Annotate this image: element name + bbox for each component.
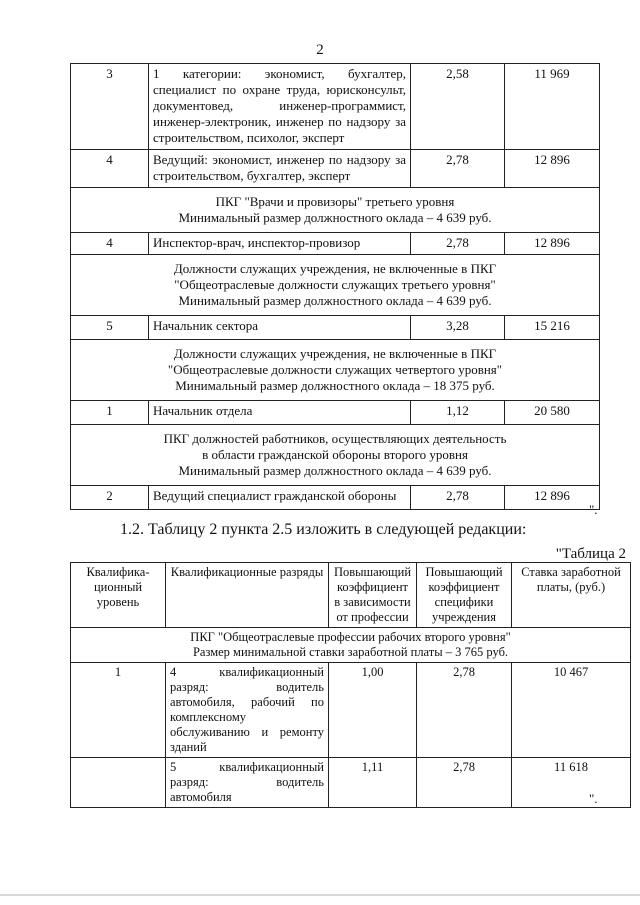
profession-coefficient-cell: 1,11 bbox=[329, 758, 417, 808]
group-line: Должности служащих учреждения, не включенные в ПКГ bbox=[173, 346, 497, 361]
rate-cell: 11 618 bbox=[512, 758, 631, 808]
group-line: "Общеотраслевые должности служащих третьего уровня" bbox=[174, 277, 496, 292]
position-cell: Ведущий специалист гражданской обороны bbox=[149, 486, 411, 510]
header-cell: Ставка заработной платы, (руб.) bbox=[512, 563, 631, 628]
table-row bbox=[71, 401, 600, 425]
header-cell: Повышающий коэффициент в зависимости от профессии bbox=[329, 563, 417, 628]
group-row bbox=[71, 188, 600, 233]
level-cell bbox=[71, 758, 166, 808]
position-cell: Начальник сектора bbox=[149, 316, 411, 340]
wage-rate-table-2 bbox=[70, 562, 631, 808]
grade-cell: 5 квалификационный разряд: водитель автомобиля bbox=[166, 758, 329, 808]
table-row bbox=[71, 64, 600, 150]
coefficient-cell: 2,78 bbox=[411, 486, 505, 510]
table-row bbox=[71, 663, 631, 758]
level-cell: 5 bbox=[71, 316, 149, 340]
group-row bbox=[71, 628, 631, 663]
group-line: Минимальный размер должностного оклада – 4 639 руб. bbox=[178, 463, 492, 478]
position-cell: Ведущий: экономист, инженер по надзору за строительством, бухгалтер, эксперт bbox=[149, 150, 411, 188]
header-row bbox=[71, 563, 631, 628]
header-cell: Повышающий коэффициент специфики учреждения bbox=[417, 563, 512, 628]
group-row bbox=[71, 340, 600, 401]
group-header bbox=[71, 340, 600, 401]
level-cell: 1 bbox=[71, 401, 149, 425]
group-line: ПКГ "Врачи и провизоры" третьего уровня bbox=[215, 194, 455, 209]
position-cell: 1 категории: экономист, бухгалтер, специалист по охране труда, юрисконсульт, документовед, инженер-программист, инженер-электроник, инженер по надзору за строительством, психолог, эксперт bbox=[149, 64, 411, 150]
level-cell: 4 bbox=[71, 150, 149, 188]
level-cell: 3 bbox=[71, 64, 149, 150]
coefficient-cell: 2,58 bbox=[411, 64, 505, 150]
profession-coefficient-cell: 1,00 bbox=[329, 663, 417, 758]
group-line: Минимальный размер должностного оклада – 4 639 руб. bbox=[178, 210, 492, 225]
group-line: Минимальный размер должностного оклада – 4 639 руб. bbox=[178, 293, 492, 308]
group-header bbox=[71, 188, 600, 233]
salary-cell: 12 896 bbox=[505, 150, 600, 188]
coefficient-cell: 1,12 bbox=[411, 401, 505, 425]
closing-quote: ". bbox=[589, 791, 598, 806]
group-header bbox=[71, 255, 600, 316]
group-line: ПКГ "Общеотраслевые профессии рабочих второго уровня" bbox=[190, 630, 511, 644]
table-row bbox=[71, 150, 600, 188]
rate-cell: 10 467 bbox=[512, 663, 631, 758]
group-row bbox=[71, 425, 600, 486]
group-line: "Общеотраслевые должности служащих четвертого уровня" bbox=[167, 362, 503, 377]
salary-cell: 11 969 bbox=[505, 64, 600, 150]
salary-cell: 20 580 bbox=[505, 401, 600, 425]
table-row bbox=[71, 486, 600, 510]
level-cell: 1 bbox=[71, 663, 166, 758]
header-cell: Квалифика-ционный уровень bbox=[71, 563, 166, 628]
salary-cell: 12 896 bbox=[505, 486, 600, 510]
group-line: в области гражданской обороны второго уровня bbox=[202, 447, 468, 462]
level-cell: 4 bbox=[71, 233, 149, 255]
group-header bbox=[71, 628, 631, 663]
specific-coefficient-cell: 2,78 bbox=[417, 758, 512, 808]
scan-artifact-strip bbox=[0, 892, 640, 898]
position-cell: Начальник отдела bbox=[149, 401, 411, 425]
table-row bbox=[71, 758, 631, 808]
group-line: Минимальный размер должностного оклада – 18 375 руб. bbox=[175, 378, 495, 393]
coefficient-cell: 2,78 bbox=[411, 150, 505, 188]
grade-cell: 4 квалификационный разряд: водитель автомобиля, рабочий по комплексному обслуживанию и ремонту зданий bbox=[166, 663, 329, 758]
group-line: Должности служащих учреждения, не включенные в ПКГ bbox=[173, 261, 497, 276]
group-row bbox=[71, 255, 600, 316]
position-cell: Инспектор-врач, инспектор-провизор bbox=[149, 233, 411, 255]
group-header bbox=[71, 425, 600, 486]
group-line: Размер минимальной ставки заработной платы – 3 765 руб. bbox=[192, 645, 509, 659]
level-cell: 2 bbox=[71, 486, 149, 510]
header-cell: Квалификационные разряды bbox=[166, 563, 329, 628]
coefficient-cell: 2,78 bbox=[411, 233, 505, 255]
table-caption: "Таблица 2 bbox=[555, 546, 626, 562]
section-heading: 1.2. Таблицу 2 пункта 2.5 изложить в следующей редакции: bbox=[120, 521, 527, 538]
coefficient-cell: 3,28 bbox=[411, 316, 505, 340]
page-number: 2 bbox=[316, 42, 324, 58]
salary-table-1 bbox=[70, 63, 600, 510]
salary-cell: 12 896 bbox=[505, 233, 600, 255]
closing-quote: ". bbox=[589, 502, 598, 517]
group-line: ПКГ должностей работников, осуществляющих деятельность bbox=[163, 431, 507, 446]
table-row bbox=[71, 233, 600, 255]
specific-coefficient-cell: 2,78 bbox=[417, 663, 512, 758]
table-row bbox=[71, 316, 600, 340]
salary-cell: 15 216 bbox=[505, 316, 600, 340]
